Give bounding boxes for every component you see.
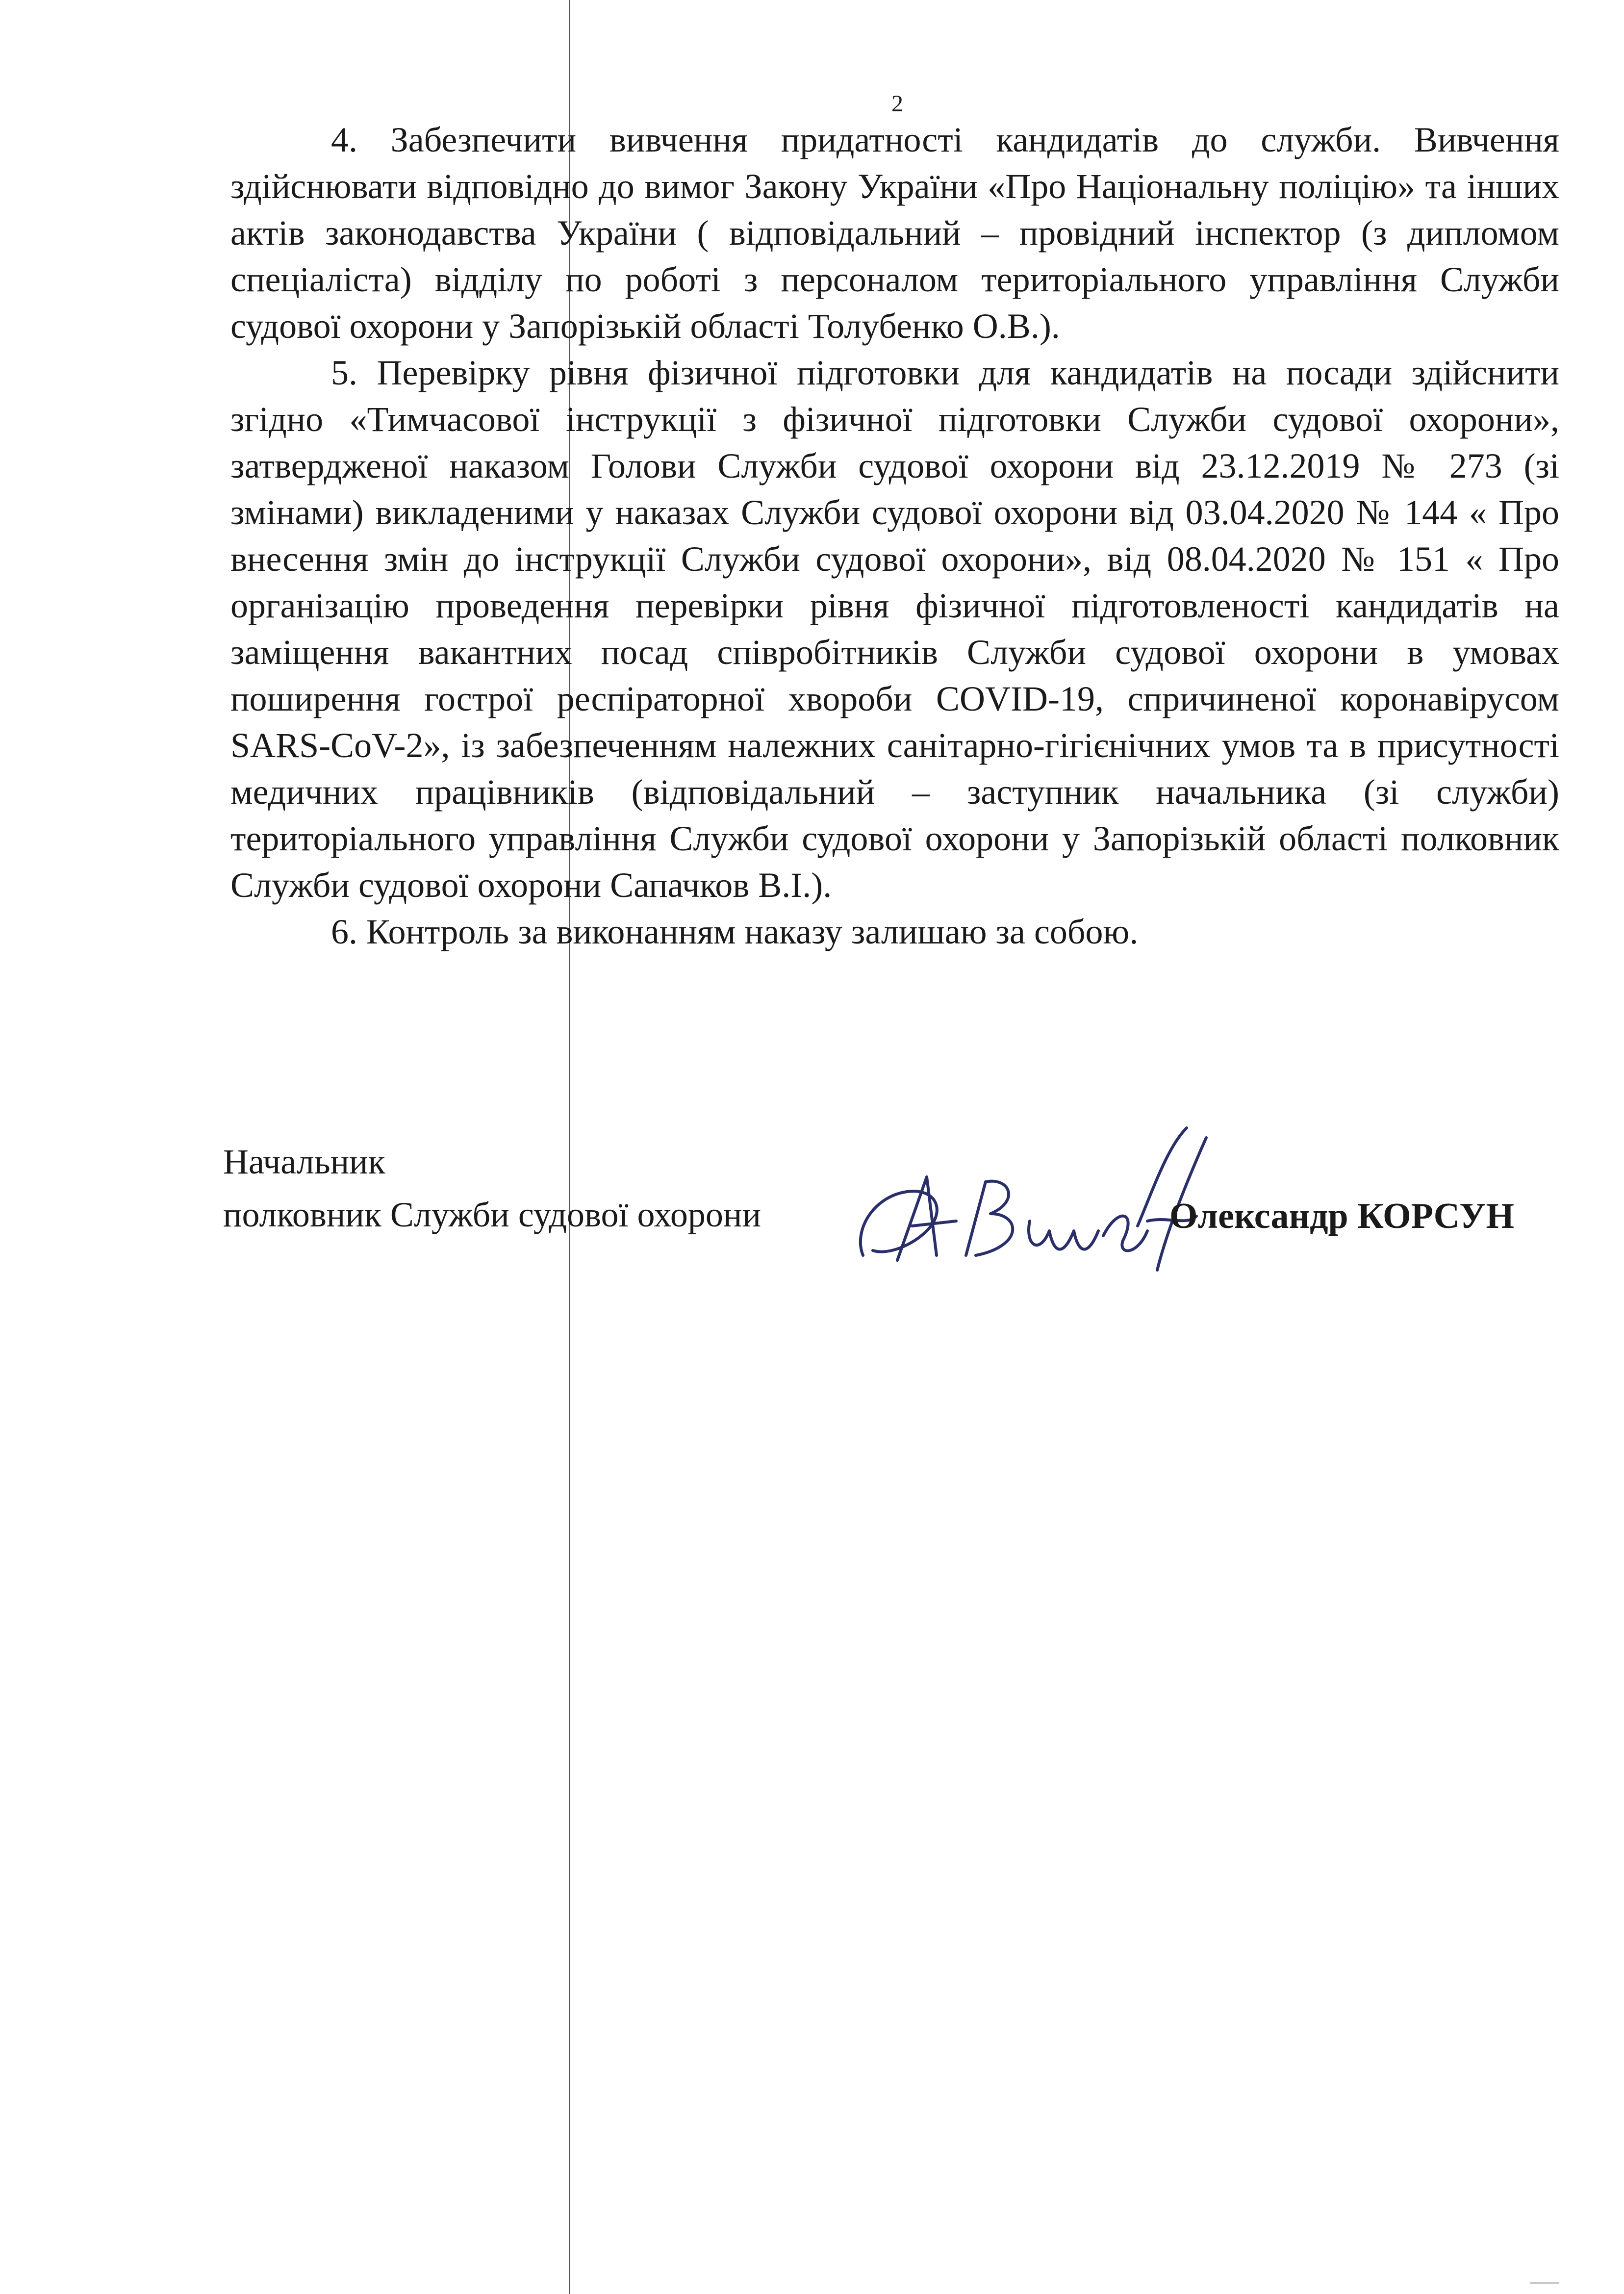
handwritten-signature [843,1108,1226,1295]
signer-name: Олександр КОРСУН [1169,1196,1514,1236]
position-rank: полковник Служби судової охорони [223,1195,761,1234]
page-number: 2 [891,91,903,117]
paragraph-item-4: 4. Забезпечити вивчення придатності кандидатів до служби. Вивчення здійснювати відповідно до вимог Закону України «Про Національну поліцію» та інших актів законодавства України ( відповідальний – провідний інспектор (з дипломом спеціаліста) відділу по роботі з персоналом територіального управління Служби судової охорони у Запорізькій області Толубенко О.В.). [230,120,1559,346]
order-body [230,117,1559,955]
position-title: Начальник [223,1142,385,1181]
paragraph-item-5: 5. Перевірку рівня фізичної підготовки для кандидатів на посади здійснити згідно «Тимчасової інструкції з фізичної підготовки Служби судової охорони», затвердженої наказом Голови Служби судової охорони від 23.12.2019 № 273 (зі змінами) викладеними у наказах Служби судової охорони від 03.04.2020 № 144 « Про внесення змін до інструкції Служби судової охорони», від 08.04.2020 № 151 « Про організацію проведення перевірки рівня фізичної підготовленості кандидатів на заміщення вакантних посад співробітників Служби судової охорони в умовах поширення гострої респіраторної хвороби COVID-19, спричиненої коронавірусом SARS-CoV-2», із забезпеченням належних санітарно-гігієнічних умов та в присутності медичних працівників (відповідальний – заступник начальника (зі служби) територіального управління Служби судової охорони у Запорізькій області полковник Служби судової охорони Сапачков В.І.). [230,353,1559,905]
scan-edge-mark [1530,2282,1559,2284]
paragraph-item-6: 6. Контроль за виконанням наказу залишаю за собою. [331,912,1139,951]
signatory-position [223,1135,761,1241]
